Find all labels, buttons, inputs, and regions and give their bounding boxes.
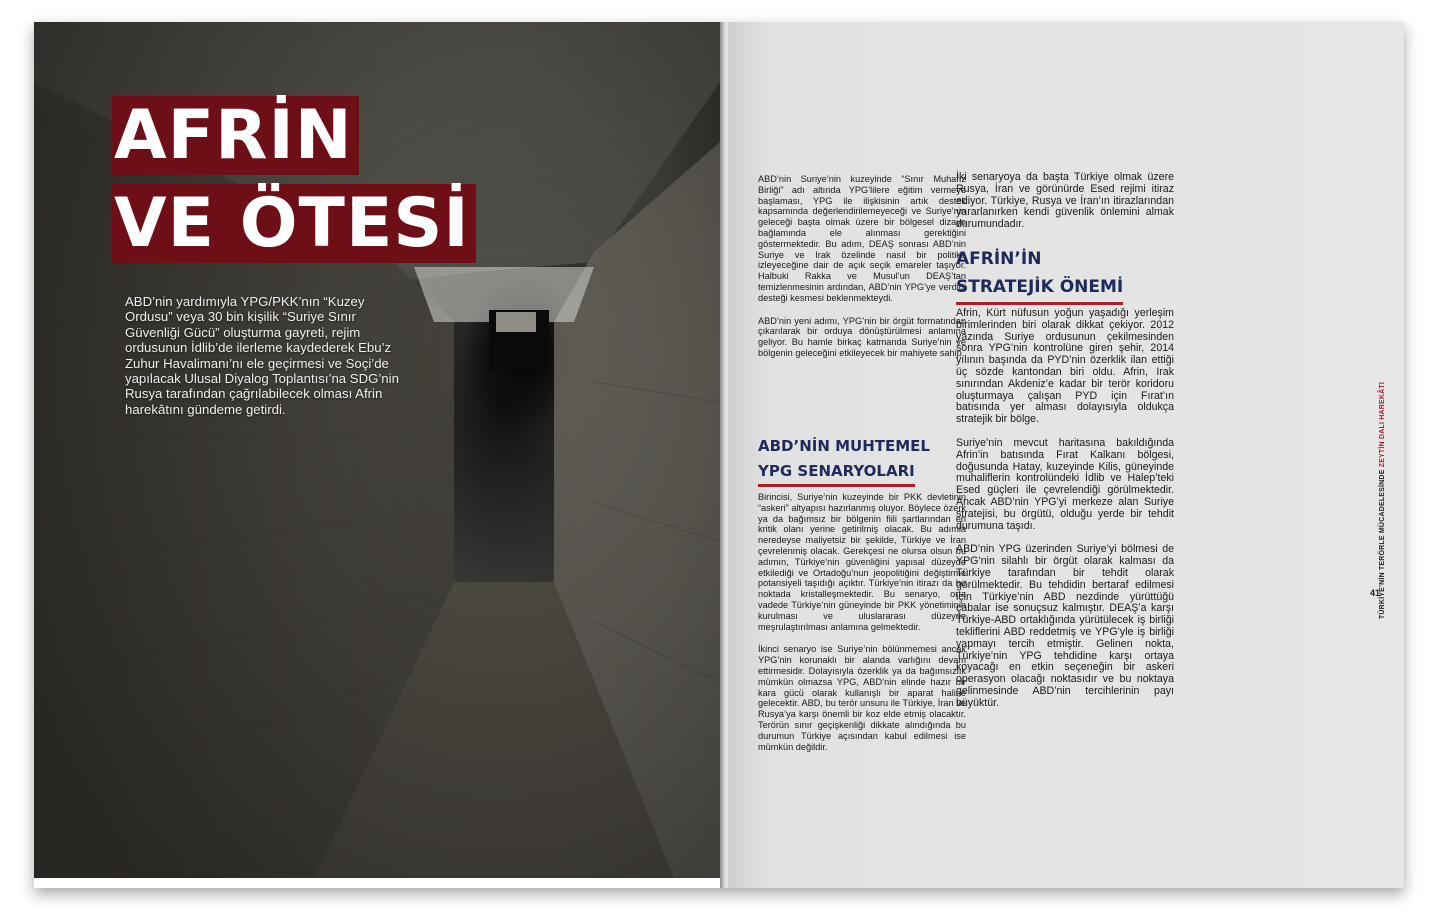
magazine-spread xyxy=(34,22,1404,888)
section-heading-strategic xyxy=(956,246,1123,305)
paragraph: Birincisi, Suriye’nin kuzeyinde bir PKK devletinin “askeri” altyapısı hazırlanmış oluyor. Böylece özerk ya da bağımsız bir bölgenin fiili şartlarından en kritik olanı yerine getirilmiş olacak. Bu adımla neredeyse maliyetsiz bir şekilde, Türkiye ve İran çevrelenmiş olacak. Gerekçesi ne olursa olsun bu adımın, Türkiye’nin güvenliğini yapısal düzeyde etkilediği ve Ortadoğu’nun jeopolitiğini değiştirme potansiyeli taşıdığı açıktır. Türkiye’nin itirazı da bu noktada kristalleşmektedir. Bu senaryo, orta vadede Türkiye’nin güneyinde bir PKK yönetiminin kurulması ve uluslararası düzeyde meşrulaştırılması anlamına gelmektedir. xyxy=(758,492,966,632)
paragraph: ABD’nin Suriye’nin kuzeyinde “Sınır Muhafız Birliği” adı altında YPG’lilere eğitim vermeye başlaması, YPG ile ilişkisinin artık destek kapsamında değerlendirilemeyeceği ve Suriye’nin geleceği başta olmak üzere bir bölgesel dizayn bağlamında ele alınması gerektiğini göstermektedir. Bu adım, DEAŞ sonrası ABD’nin Suriye ve Irak özelinde nasıl bir politika izleyeceğine dair de açık seçik emareler taşıyor. Halbuki Rakka ve Musul’un DEAŞ’tan temizlenmesinin ardından, ABD’nin YPG’ye verdiği desteği kesmesi beklenmekteydi. xyxy=(758,174,966,303)
paragraph: ABD’nin yeni adımı, YPG’nin bir örgüt formatından çıkarılarak bir orduya dönüştürülmesi anlamına geliyor. Bu hamle birkaç katmanda Suriye’nin ve bölgenin geleceğini etkileyecek bir mahiyete sahip. xyxy=(758,315,966,358)
text-column-2-intro xyxy=(956,172,1174,243)
page-gutter xyxy=(720,22,728,888)
paragraph: İkinci senaryo ise Suriye’nin bölünmemesi ancak YPG’nin korunaklı bir alanda varlığını devam ettirmesidir. Dolayısıyla özerklik ya da bağımsızlık mümkün olmazsa YPG, ABD’nin elinde hazır bir kara gücü olarak kullanışlı bir aparat haline gelecektir. ABD, bu terör unsuru ile Türkiye, İran ve Rusya’ya karşı önemli bir koz elde etmiş olacaktır. Terörün sınır geçişkenliği dikkate alındığında bu durumun Türkiye açısından kabul edilmesi ise mümkün değildir. xyxy=(758,644,966,752)
heading-line: ABD’NİN MUHTEMEL xyxy=(758,437,930,455)
right-page-text xyxy=(728,22,1404,888)
heading-line: STRATEJİK ÖNEMİ xyxy=(956,274,1123,305)
running-head xyxy=(1379,382,1386,619)
paragraph: Afrin, Kürt nüfusun yoğun yaşadığı yerleşim birimlerinden biri olarak dikkat çekiyor. 2012 yazında Suriye ordusunun çekilmesinden sonra YPG’nin kontrolüne giren şehir, 2014 yılının başında da PYD’nin özerklik ilan ettiği üç sözde kantondan biri oldu. Afrin, Irak sınırından Akdeniz’e kadar bir terör koridoru oluşturmaya çalışan PYD için Fırat’ın batısında yer alması dolayısıyla oldukça stratejik bir bölge. xyxy=(956,307,1174,426)
text-column-1 xyxy=(758,174,966,371)
heading-line: YPG SENARYOLARI xyxy=(758,459,915,487)
left-page-photo xyxy=(34,22,720,878)
running-head-accent: ZEYTİN DALI HAREKÂTI xyxy=(1379,382,1386,468)
heading-line: AFRİN’İN xyxy=(956,249,1042,269)
article-title-line2: VE ÖTESİ xyxy=(112,190,476,258)
paragraph: İki senaryoya da başta Türkiye olmak üzere Rusya, İran ve görünürde Esed rejimi itiraz ediyor. Türkiye, Rusya ve İran’ın itirazlarından yararlanırken kendi güvenlik önlemini almak durumundadır. xyxy=(956,171,1174,231)
running-head-main: TÜRKİYE’NİN TERÖRLE MÜCADELESİNDE xyxy=(1379,469,1386,620)
paragraph: Suriye’nin mevcut haritasına bakıldığında Afrin’in batısında Fırat Kalkanı bölgesi, doğusunda Hatay, kuzeyinde Kilis, güneyinde muhaliflerin kontrolündeki İdlib ve Halep’teki Esed güçleri ile çevrelendiği görülmektedir. Ancak ABD’nin YPG’yi merkeze alan Suriye stratejisi, bu örgütü, olduğu yerde bir tehdit durumuna taşıdı. xyxy=(956,436,1174,532)
page-number: 41 xyxy=(1369,588,1380,598)
article-title-line1: AFRİN xyxy=(112,102,359,170)
text-column-1-continued xyxy=(758,492,966,764)
article-lede: ABD’nin yardımıyla YPG/PKK’nın “Kuzey Ordusu” veya 30 bin kişilik “Suriye Sınır Güvenliği Gücü” oluşturma gayreti, rejim ordusunun İdlib’de ilerleme kaydederek Ebu’z Zuhur Havalimanı’nı ele geçirmesi ve Soçi’de yapılacak Ulusal Diyalog Toplantısı’na SDG’nin Rusya tarafından çağrılabilecek olması Afrin harekâtını gündeme getirdi. xyxy=(125,294,399,417)
paragraph: ABD’nin YPG üzerinden Suriye’yi bölmesi de YPG’nin silahlı bir örgüt olarak kalması da Türkiye tarafından bir tehdit olarak görülmektedir. Bu tehdidin bertaraf edilmesi için Türkiye’nin ABD nezdinde yürüttüğü çabalar ise sonuçsuz kalmıştır. DEAŞ’a karşı Türkiye-ABD ortaklığında yürütülecek iş birliği tekliflerini ABD reddetmiş ve YPG’yle iş birliği yapmayı tercih etmiştir. Gelinen nokta, Türkiye’nin YPG tehdidine karşı ortaya koyacağı en etkin seçeneğin bir askeri operasyon olacağı noktasıdır ve bu noktaya gelinmesinde ABD’nin tercihlerinin payı büyüktür. xyxy=(956,543,1174,709)
section-heading-scenarios xyxy=(758,434,930,487)
text-column-2 xyxy=(956,308,1174,722)
